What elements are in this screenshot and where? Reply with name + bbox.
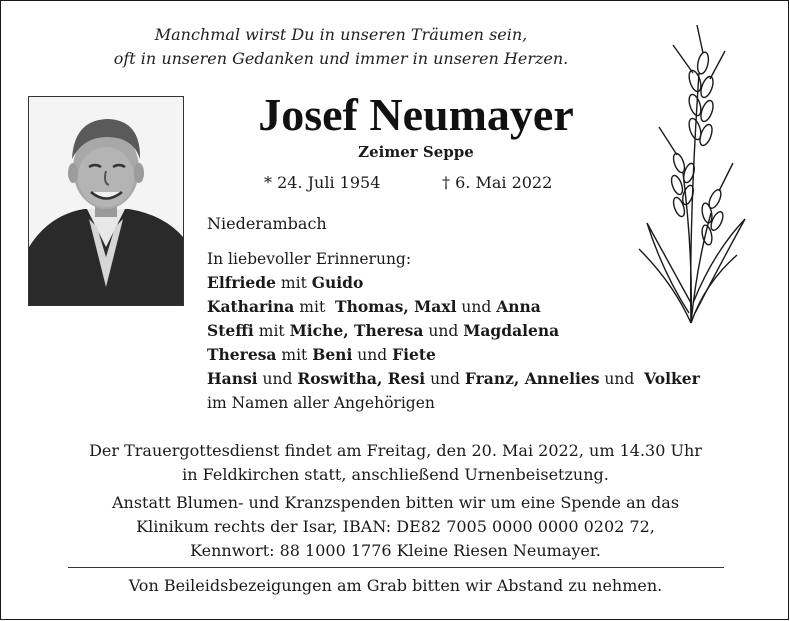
- mourner-name: Miche, Theresa: [289, 321, 424, 340]
- portrait-photo: [28, 96, 184, 306]
- donation-line-1: Anstatt Blumen- und Kranzspenden bitten wir um eine Spende an das: [111, 493, 680, 512]
- connector-text: mit: [294, 298, 336, 316]
- connector-text: und: [425, 370, 465, 388]
- mourner-name: Hansi: [207, 369, 258, 388]
- mourner-name: Steffi: [207, 321, 254, 340]
- mourner-name: Beni: [312, 345, 353, 364]
- mourner-name: Elfriede: [207, 273, 276, 292]
- remembrance-intro: In liebevoller Erinnerung:: [207, 250, 412, 268]
- deceased-nickname: Zeimer Seppe: [358, 143, 474, 161]
- donation-line-3: Kennwort: 88 1000 1776 Kleine Riesen Neumayer.: [190, 541, 601, 560]
- connector-text: und: [257, 370, 298, 388]
- mourner-line: [207, 367, 700, 391]
- mourner-name: Guido: [311, 273, 364, 292]
- mourner-line: [207, 343, 700, 367]
- mourner-lines: [207, 271, 700, 391]
- mourner-line: [207, 271, 700, 295]
- donation-info: [1, 491, 790, 563]
- mourner-name: Thomas, Maxl: [335, 297, 457, 316]
- divider: [68, 567, 724, 568]
- mourner-line: [207, 295, 700, 319]
- birth-date: * 24. Juli 1954: [264, 173, 381, 192]
- death-date: † 6. Mai 2022: [442, 173, 553, 192]
- connector-text: mit: [253, 322, 290, 340]
- mourner-name: Katharina: [207, 297, 295, 316]
- connector-text: und: [423, 322, 464, 340]
- service-line-2: in Feldkirchen statt, anschließend Urnenbeisetzung.: [182, 464, 609, 484]
- service-info: [1, 439, 790, 486]
- mourner-name: Magdalena: [463, 321, 560, 340]
- mourners-list: [207, 247, 700, 415]
- remembrance-closing: im Namen aller Angehörigen: [207, 394, 435, 412]
- connector-text: mit: [276, 346, 313, 364]
- mourner-name: Franz, Annelies: [464, 369, 600, 388]
- mourner-name: Fiete: [392, 345, 436, 364]
- mourner-name: Roswitha, Resi: [297, 369, 426, 388]
- mourner-name: Theresa: [207, 345, 277, 364]
- connector-text: und: [456, 298, 497, 316]
- motto-verse: [1, 23, 681, 71]
- home-place: Niederambach: [207, 214, 327, 233]
- closing-note: Von Beileidsbezeigungen am Grab bitten wir Abstand zu nehmen.: [128, 576, 663, 595]
- connector-text: und: [599, 370, 645, 388]
- donation-line-2: Klinikum rechts der Isar, IBAN: DE82 7005 0000 0000 0202 72,: [136, 517, 655, 536]
- motto-line-1: Manchmal wirst Du in unseren Träumen sein,: [154, 25, 528, 44]
- connector-text: mit: [276, 274, 312, 292]
- mourner-name: Anna: [496, 297, 541, 316]
- connector-text: und: [352, 346, 393, 364]
- mourner-line: [207, 319, 700, 343]
- service-line-1: Der Trauergottesdienst findet am Freitag, den 20. Mai 2022, um 14.30 Uhr: [89, 441, 702, 460]
- mourner-name: Volker: [644, 369, 700, 388]
- deceased-name: Josef Neumayer: [258, 89, 574, 140]
- motto-line-2: oft in unseren Gedanken und immer in unseren Herzen.: [113, 49, 569, 68]
